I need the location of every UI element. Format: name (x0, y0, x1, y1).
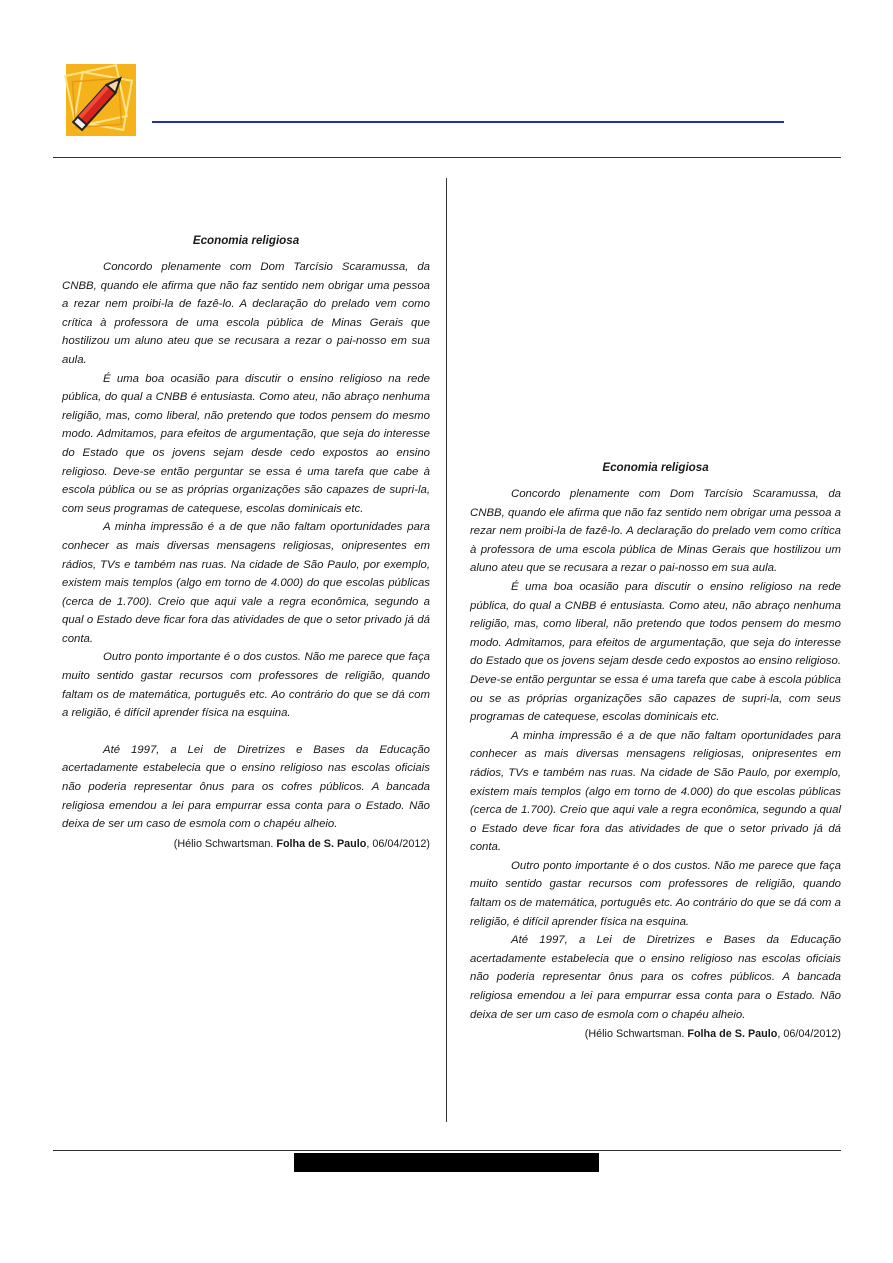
header-blue-line (152, 121, 784, 123)
footer-bar (294, 1153, 599, 1172)
article-title: Economia religiosa (602, 461, 709, 474)
article-paragraph: Concordo plenamente com Dom Tarcísio Scaramussa, da CNBB, quando ele afirma que não faz sentido nem obrigar uma pessoa a rezar nem proibi-la de fazê-lo. A declaração do prelado vem como crítica à professora de uma escola pública de Minas Gerais que hostilizou um aluno ateu que se recusara a rezar o pai-nosso em sua aula. (470, 488, 841, 575)
footer-rule (53, 1150, 841, 1151)
article-paragraph: Concordo plenamente com Dom Tarcísio Scaramussa, da CNBB, quando ele afirma que não faz sentido nem obrigar uma pessoa a rezar nem proibi-la de fazê-lo. A declaração do prelado vem como crítica à professora de uma escola pública de Minas Gerais que hostilizou um aluno ateu que se recusara a rezar o pai-nosso em sua aula. (62, 261, 430, 366)
article-paragraph: Outro ponto importante é o dos custos. Não me parece que faça muito sentido gastar recursos com professores de religião, quando faltam os de matemática, português etc. Ao contrário do que se dá com a religião, é difícil aprender física na esquina. (62, 651, 430, 720)
article-right (470, 459, 841, 1044)
header-rule (53, 157, 841, 158)
pencil-logo-icon (64, 60, 138, 140)
article-paragraph: Outro ponto importante é o dos custos. Não me parece que faça muito sentido gastar recursos com professores de religião, quando faltam os de matemática, português etc. Ao contrário do que se dá com a religião, é difícil aprender física na esquina. (470, 859, 841, 928)
article-paragraph: Até 1997, a Lei de Diretrizes e Bases da Educação acertadamente estabelecia que o ensino religioso nas escolas oficiais não poderia representar ônus para os cofres públicos. A bancada religiosa emendou a lei para empurrar essa conta para o Estado. Não deixa de ser um caso de esmola com o chapéu alheio. (62, 743, 430, 831)
source-publication: Folha de S. Paulo (687, 1028, 778, 1041)
source-date: , 06/04/2012) (777, 1028, 841, 1041)
column-divider (446, 178, 447, 1122)
article-paragraph: É uma boa ocasião para discutir o ensino religioso na rede pública, do qual a CNBB é entusiasta. Como ateu, não abraço nenhuma religião, mas, como liberal, não pretendo que todos pensem do mesmo modo. Admitamos, para efeitos de argumentação, que seja do interesse do Estado que os jovens sejam desde cedo expostos ao ensino religioso. Deve-se então perguntar se essa é uma tarefa que cabe à escola pública ou se as próprias organizações são capazes de supri-la, com seus programas de catequese, escolas dominicais etc. (470, 580, 841, 724)
article-paragraph: Até 1997, a Lei de Diretrizes e Bases da Educação acertadamente estabelecia que o ensino religioso nas escolas oficiais não poderia representar ônus para os cofres públicos. A bancada religiosa emendou a lei para empurrar essa conta para o Estado. Não deixa de ser um caso de esmola com o chapéu alheio. (470, 934, 841, 1021)
article-paragraph: A minha impressão é a de que não faltam oportunidades para conhecer as mais diversas mensagens religiosas, onipresentes em rádios, TVs e também nas ruas. Na cidade de São Paulo, por exemplo, existem mais templos (algo em torno de 4.000) do que escolas públicas (cerca de 1.700). Creio que aqui vale a regra econômica, segundo a qual o Estado deve ficar fora das atividades de que o setor privado já dá conta. (62, 521, 430, 645)
article-source (62, 835, 430, 854)
source-author: (Hélio Schwartsman. (173, 837, 277, 850)
article-source (470, 1025, 841, 1044)
article-paragraph: A minha impressão é a de que não faltam oportunidades para conhecer as mais diversas mensagens religiosas, onipresentes em rádios, TVs e também nas ruas. Na cidade de São Paulo, por exemplo, existem mais templos (algo em torno de 4.000) do que escolas públicas (cerca de 1.700). Creio que aqui vale a regra econômica, segundo a qual o Estado deve ficar fora das atividades de que o setor privado já dá conta. (470, 729, 841, 854)
article-paragraph: É uma boa ocasião para discutir o ensino religioso na rede pública, do qual a CNBB é entusiasta. Como ateu, não abraço nenhuma religião, mas, como liberal, não pretendo que todos pensem do mesmo modo. Admitamos, para efeitos de argumentação, que seja do interesse do Estado que os jovens sejam desde cedo expostos ao ensino religioso. Deve-se então perguntar se essa é uma tarefa que cabe à escola pública ou se as próprias organizações são capazes de supri-la, com seus programas de catequese, escolas dominicais etc. (62, 372, 430, 515)
source-author: (Hélio Schwartsman. (584, 1028, 688, 1041)
article-title: Economia religiosa (192, 234, 300, 247)
source-publication: Folha de S. Paulo (276, 837, 367, 850)
source-date: , 06/04/2012) (366, 837, 430, 850)
article-left (62, 232, 430, 853)
